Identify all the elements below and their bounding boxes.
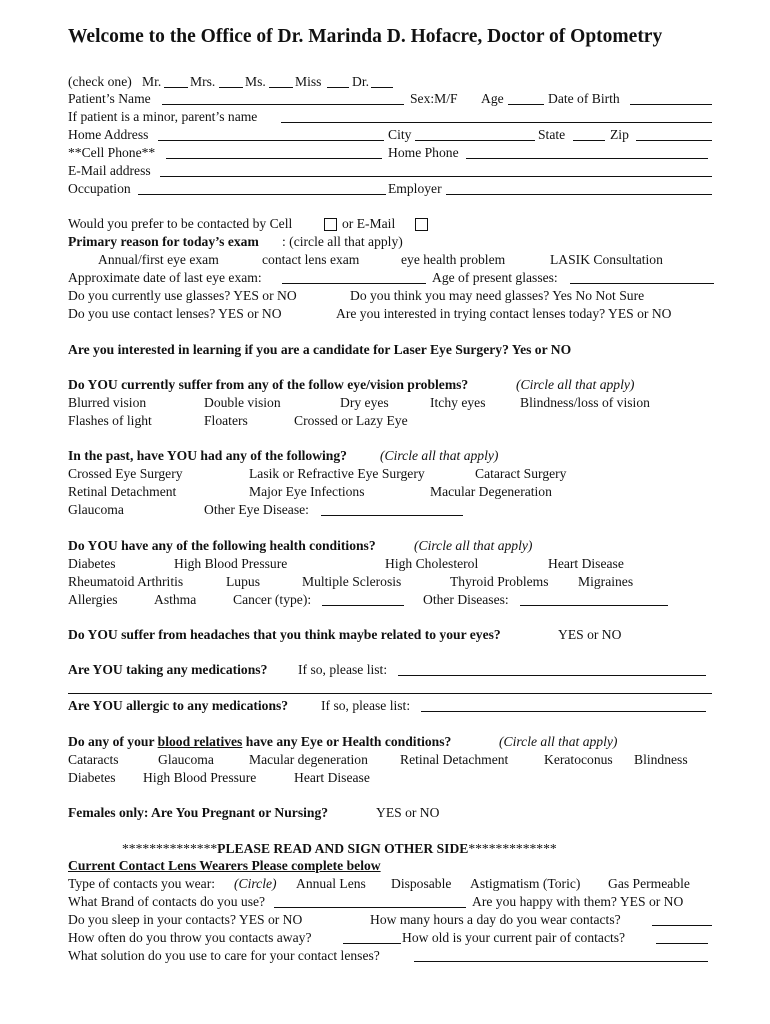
medications-list-label: If so, please list: [298,662,388,677]
contacts-heading: Current Contact Lens Wearers Please complete below [68,858,381,873]
females-answer: YES or NO [376,805,440,820]
relatives-row-2 [68,769,718,787]
laser-row [68,341,718,359]
hours-label: How many hours a day do you wear contacts? [370,912,621,927]
vision-problems-heading [68,376,718,394]
headaches-row [68,626,718,644]
age-label: Age [481,91,504,106]
sleep-row [68,911,718,929]
dr-label: Dr. [352,74,369,89]
primary-reason-label: Primary reason for today’s exam [68,234,259,249]
vision-option[interactable]: Flashes of light [68,413,152,428]
medications-question: Are YOU taking any medications? [68,662,268,677]
zip-field[interactable] [636,140,712,141]
vision-option[interactable]: Double vision [204,395,281,410]
state-label: State [538,127,566,142]
medications-field-2[interactable] [68,693,712,694]
mr-blank[interactable] [164,87,188,88]
glasses-row [68,287,718,305]
primary-reason-options [68,251,718,269]
history-option[interactable]: Major Eye Infections [249,484,365,499]
sign-notice [122,840,557,858]
sex-label: Sex:M/F [410,91,458,106]
other-eye-disease-label: Other Eye Disease: [204,502,309,517]
reason-annual[interactable]: Annual/first eye exam [98,252,219,267]
cell-phone-field[interactable] [166,158,382,159]
parent-field[interactable] [281,122,712,123]
health-option[interactable]: Diabetes [68,556,116,571]
happy-question: Are you happy with them? YES or NO [472,894,684,909]
email-row [68,162,718,180]
history-option[interactable]: Glaucoma [68,502,124,517]
health-option[interactable]: Allergies [68,592,118,607]
vision-problems-circle: (Circle all that apply) [516,377,635,392]
last-exam-label: Approximate date of last eye exam: [68,270,262,285]
sign-notice-row [68,840,718,858]
salutation-row [68,73,718,91]
health-option[interactable]: Asthma [154,592,197,607]
miss-label: Miss [295,74,322,89]
past-history-row-3 [68,501,718,519]
need-glasses-question: Do you think you may need glasses? Yes No Not Sure [350,288,645,303]
health-option[interactable]: Heart Disease [548,556,624,571]
relatives-option[interactable]: Diabetes [68,770,116,785]
sign-notice-stars-left: ************** [122,841,218,856]
sign-notice-stars-right: ************* [468,841,557,856]
throw-away-label: How often do you throw you contacts away? [68,930,312,945]
laser-question: Are you interested in learning if you are a candidate for Laser Eye Surgery? Yes or NO [68,342,572,357]
dob-field[interactable] [630,104,712,105]
relatives-option[interactable]: Keratoconus [544,752,613,767]
health-conditions-row-1 [68,555,718,573]
past-history-heading [68,447,718,465]
other-eye-disease-field[interactable] [321,515,463,516]
email-checkbox[interactable] [415,218,428,231]
patient-name-row [68,90,718,108]
contact-pref-label: Would you prefer to be contacted by Cell [68,216,293,231]
solution-field[interactable] [414,961,708,962]
relatives-option[interactable]: Retinal Detachment [400,752,509,767]
health-option[interactable]: Thyroid Problems [450,574,549,589]
age-glasses-label: Age of present glasses: [432,270,558,285]
health-conditions-heading [68,537,718,555]
contact-type-option[interactable]: Annual Lens [296,876,366,891]
solution-label: What solution do you use to care for your contact lenses? [68,948,380,963]
sign-notice-text: PLEASE READ AND SIGN OTHER SIDE [217,841,469,856]
home-address-label: Home Address [68,127,149,142]
ms-blank[interactable] [269,87,293,88]
past-history-row-1 [68,465,718,483]
dob-label: Date of Birth [548,91,620,106]
cancer-type-label: Cancer (type): [233,592,312,607]
how-old-label: How old is your current pair of contacts? [402,930,626,945]
contact-type-option[interactable]: Disposable [391,876,452,891]
hours-field[interactable] [652,925,712,926]
vision-option[interactable]: Dry eyes [340,395,389,410]
headaches-question: Do YOU suffer from headaches that you think maybe related to your eyes? [68,627,501,642]
reason-contact-lens[interactable]: contact lens exam [262,252,360,267]
health-option[interactable]: Migraines [578,574,634,589]
relatives-heading [68,733,718,751]
phone-row [68,144,718,162]
vision-option[interactable]: Blindness/loss of vision [520,395,650,410]
home-phone-field[interactable] [466,158,708,159]
age-field[interactable] [508,104,544,105]
employer-label: Employer [388,181,442,196]
vision-option[interactable]: Crossed or Lazy Eye [294,413,408,428]
allergic-list-label: If so, please list: [321,698,411,713]
health-option[interactable]: Lupus [226,574,260,589]
home-phone-label: Home Phone [388,145,459,160]
contacts-heading-row [68,857,718,875]
how-old-field[interactable] [656,943,708,944]
females-row [68,804,718,822]
other-diseases-field[interactable] [520,605,668,606]
trying-contacts-question: Are you interested in trying contact lenses today? YES or NO [336,306,672,321]
ms-label: Ms. [245,74,266,89]
other-diseases-label: Other Diseases: [423,592,509,607]
occupation-label: Occupation [68,181,131,196]
occupation-row [68,180,718,198]
medications-field[interactable] [398,675,706,676]
history-option[interactable]: Lasik or Refractive Eye Surgery [249,466,425,481]
vision-option[interactable]: Blurred vision [68,395,147,410]
brand-field[interactable] [274,907,466,908]
last-exam-row [68,269,718,287]
parent-row [68,108,718,126]
zip-label: Zip [610,127,629,142]
email-pref-label: or E-Mail [342,216,396,231]
relatives-question [68,733,451,751]
relatives-question-start: Do any of your [68,734,158,749]
health-option[interactable]: High Cholesterol [385,556,479,571]
reason-eye-health[interactable]: eye health problem [401,252,506,267]
health-option[interactable]: Rheumatoid Arthritis [68,574,184,589]
allergic-field[interactable] [421,711,706,712]
allergic-question: Are YOU allergic to any medications? [68,698,289,713]
use-contacts-question: Do you use contact lenses? YES or NO [68,306,282,321]
relatives-option[interactable]: Blindness [634,752,688,767]
city-field[interactable] [415,140,535,141]
vision-problems-row-1 [68,394,718,412]
relatives-option[interactable]: Heart Disease [294,770,370,785]
vision-option[interactable]: Itchy eyes [430,395,486,410]
contact-type-circle: (Circle) [234,876,277,891]
vision-option[interactable]: Floaters [204,413,248,428]
city-label: City [388,127,412,142]
vision-problems-question: Do YOU currently suffer from any of the follow eye/vision problems? [68,377,469,392]
past-history-question: In the past, have YOU had any of the following? [68,448,347,463]
cancer-type-field[interactable] [322,605,404,606]
miss-blank[interactable] [327,87,349,88]
use-glasses-question: Do you currently use glasses? YES or NO [68,288,297,303]
cell-checkbox[interactable] [324,218,337,231]
dr-blank[interactable] [371,87,393,88]
vision-problems-row-2 [68,412,718,430]
cell-phone-label: **Cell Phone** [68,145,156,160]
health-conditions-question: Do YOU have any of the following health conditions? [68,538,376,553]
throw-away-row [68,929,718,947]
contact-type-label: Type of contacts you wear: [68,876,216,891]
health-conditions-row-3 [68,591,718,609]
history-option[interactable]: Macular Degeneration [430,484,552,499]
email-label: E-Mail address [68,163,151,178]
relatives-question-end: have any Eye or Health conditions? [242,734,452,749]
relatives-option[interactable]: High Blood Pressure [143,770,257,785]
health-conditions-circle: (Circle all that apply) [414,538,533,553]
females-question: Females only: Are You Pregnant or Nursing? [68,805,329,820]
allergies-row [68,697,718,715]
patient-name-field[interactable] [162,104,404,105]
relatives-question-underline: blood relatives [157,734,243,749]
brand-row [68,893,718,911]
reason-lasik[interactable]: LASIK Consultation [550,252,663,267]
mrs-label: Mrs. [190,74,216,89]
mrs-blank[interactable] [219,87,243,88]
email-field[interactable] [160,176,712,177]
sleep-question: Do you sleep in your contacts? YES or NO [68,912,303,927]
state-field[interactable] [573,140,605,141]
primary-reason-circle: : (circle all that apply) [282,234,403,249]
relatives-circle: (Circle all that apply) [499,734,618,749]
occupation-field[interactable] [138,194,386,195]
relatives-option[interactable]: Macular degeneration [249,752,368,767]
past-history-row-2 [68,483,718,501]
patient-name-label: Patient’s Name [68,91,151,106]
last-exam-field[interactable] [282,283,426,284]
history-option[interactable]: Crossed Eye Surgery [68,466,183,481]
contact-type-option[interactable]: Astigmatism (Toric) [470,876,581,891]
relatives-option[interactable]: Cataracts [68,752,119,767]
age-glasses-field[interactable] [570,283,714,284]
headaches-answer: YES or NO [558,627,622,642]
medications-extra-row [68,679,718,697]
health-conditions-row-2 [68,573,718,591]
contact-pref-row [68,215,718,233]
health-option[interactable]: High Blood Pressure [174,556,288,571]
brand-label: What Brand of contacts do you use? [68,894,266,909]
history-option[interactable]: Retinal Detachment [68,484,177,499]
solution-row [68,947,718,965]
health-option[interactable]: Multiple Sclerosis [302,574,402,589]
page-title: Welcome to the Office of Dr. Marinda D. Hofacre, Doctor of Optometry [68,26,663,47]
relatives-row-1 [68,751,718,769]
past-history-circle: (Circle all that apply) [380,448,499,463]
employer-field[interactable] [446,194,712,195]
mr-label: Mr. [142,74,162,89]
address-row [68,126,718,144]
check-one-label: (check one) [68,74,132,89]
contacts-row [68,305,718,323]
parent-label: If patient is a minor, parent’s name [68,109,258,124]
primary-reason-row [68,233,718,251]
history-option[interactable]: Cataract Surgery [475,466,567,481]
contact-type-option[interactable]: Gas Permeable [608,876,690,891]
medications-row [68,661,718,679]
home-address-field[interactable] [158,140,384,141]
relatives-option[interactable]: Glaucoma [158,752,214,767]
contact-type-row [68,875,718,893]
throw-away-field[interactable] [343,943,401,944]
